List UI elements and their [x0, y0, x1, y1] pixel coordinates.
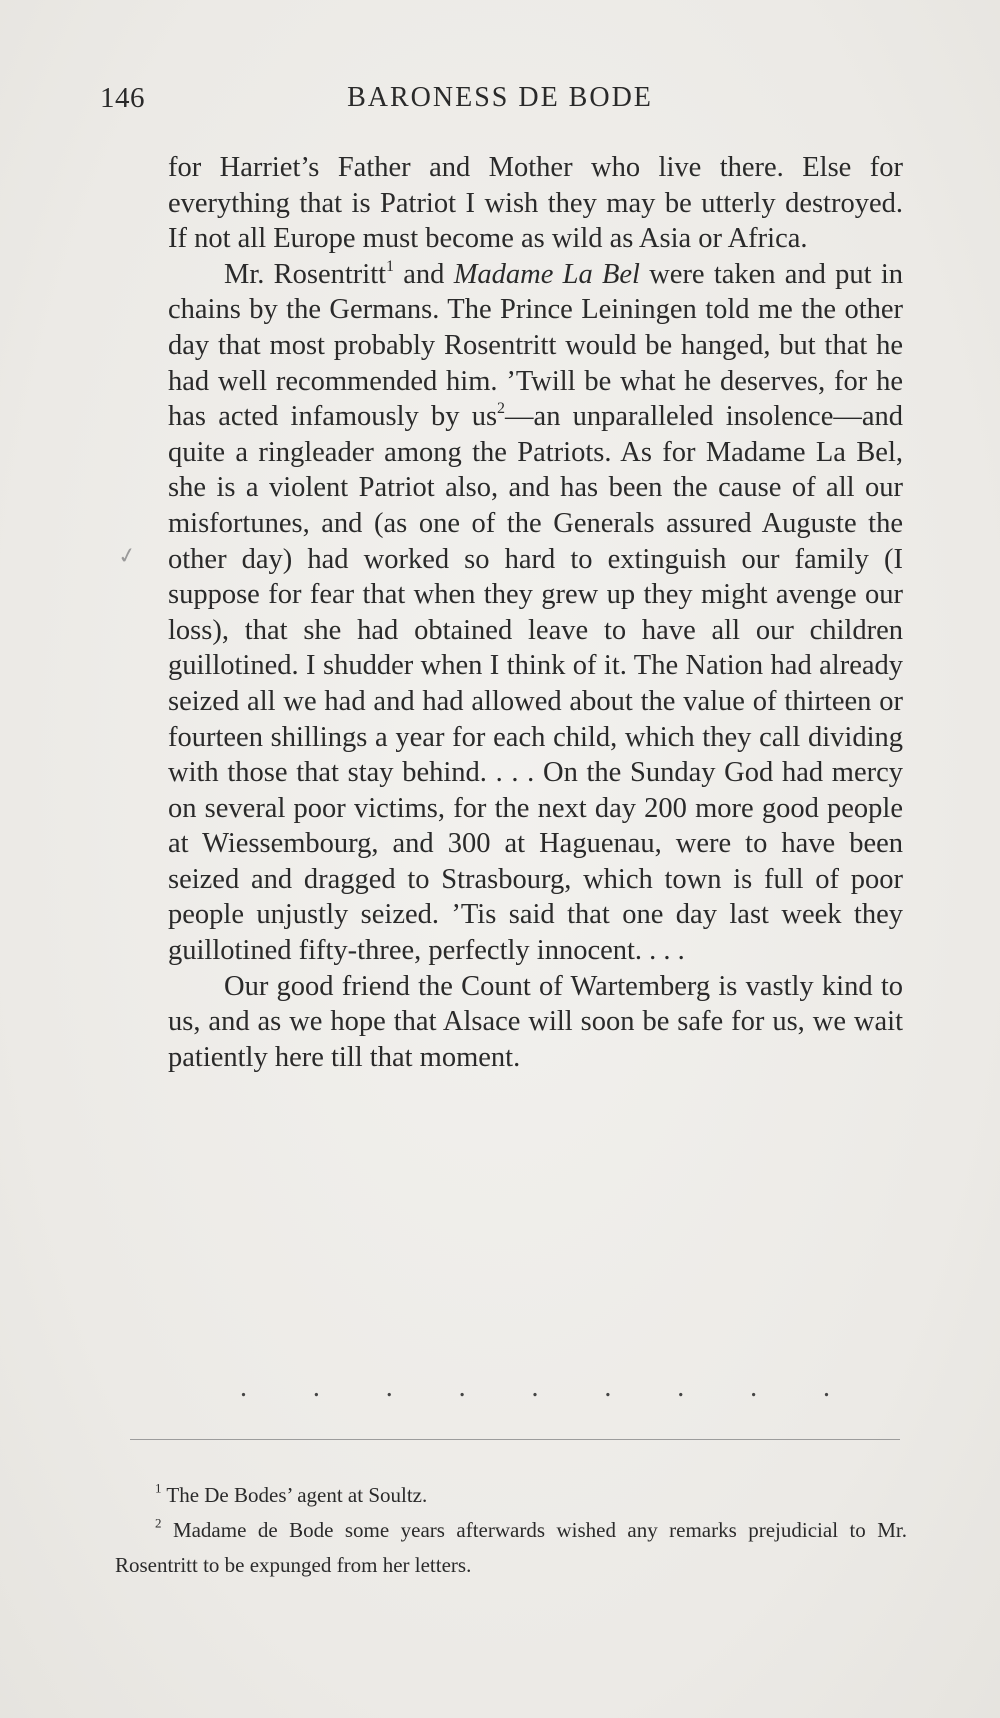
- footnote-marker-1: 1: [155, 1480, 162, 1496]
- footnote-text: Madame de Bode some years afterwards wished any remarks prejudicial to Mr. Rosentritt to be expunged from her letters.: [115, 1518, 907, 1577]
- paragraph-continued: for Harriet’s Father and Mother who live there. Else for everything that is Patriot I wish they may be utterly destroyed. If not all Europe must become as wild as Asia or Africa.: [168, 152, 903, 255]
- footnote-ref-2: 2: [497, 400, 506, 418]
- page-header: [100, 82, 900, 122]
- footnote-text: The De Bodes’ agent at Soultz.: [161, 1483, 428, 1507]
- dot: .: [677, 1372, 685, 1403]
- paragraph-rosentritt: [168, 257, 903, 969]
- dot: .: [823, 1372, 830, 1403]
- dot: .: [312, 1372, 320, 1403]
- footnote-marker-2: 2: [155, 1515, 162, 1531]
- body-text: [168, 150, 903, 1075]
- margin-check-mark-icon: ✓: [115, 541, 139, 570]
- footnote-divider: [130, 1439, 900, 1440]
- dot: .: [750, 1372, 758, 1403]
- dot: .: [240, 1372, 247, 1403]
- footnote-ref-1: 1: [386, 257, 395, 275]
- paragraph-wartemberg: Our good friend the Count of Wartemberg is vastly kind to us, and as we hope that Alsace will soon be safe for us, we wait patiently here till that moment.: [168, 970, 903, 1073]
- dot: .: [385, 1372, 393, 1403]
- ellipsis-dots-row: [240, 1372, 830, 1404]
- dot: .: [604, 1372, 612, 1403]
- dot: .: [531, 1372, 539, 1403]
- paragraph-text: and: [394, 258, 454, 290]
- footnotes: [115, 1478, 907, 1583]
- italic-name: Madame La Bel: [453, 258, 640, 290]
- running-head: BARONESS DE BODE: [347, 82, 653, 113]
- dot: .: [458, 1372, 466, 1403]
- paragraph-text: —an unparalleled insolence—and quite a ringleader among the Patriots. As for Madame La Bel, she is a violent Patriot also, and has been the cause of all our misfortunes, and (as one of the Generals assured Auguste the other day) had worked so hard to extinguish our family (I suppose for fear that when they grew up they might avenge our loss), that she had obtained leave to have all our children guillotined. I shudder when I think of it. The Nation had already seized all we had and had allowed about the value of thirteen or fourteen shillings a year for each child, which they call dividing with those that stay behind. . . . On the Sunday God had mercy on several poor victims, for the next day 200 more good people at Wiessembourg, and 300 at Haguenau, were to have been seized and dragged to Strasbourg, which town is full of poor people unjustly seized. ’Tis said that one day last week they guillotined fifty-three, perfectly innocent. . . .: [168, 401, 903, 967]
- footnote-1: [115, 1478, 907, 1513]
- footnote-2: [115, 1513, 907, 1583]
- page-number: 146: [100, 82, 145, 114]
- paragraph-text: were taken and put in chains by the Germans. The Prince Leiningen told me the other day that most probably Rosentritt would be hanged, but that he had well recommended him. ’Twill be what he deserves, for he has acted infamously by us: [168, 258, 903, 433]
- paragraph-text: Mr. Rosentritt: [224, 258, 387, 290]
